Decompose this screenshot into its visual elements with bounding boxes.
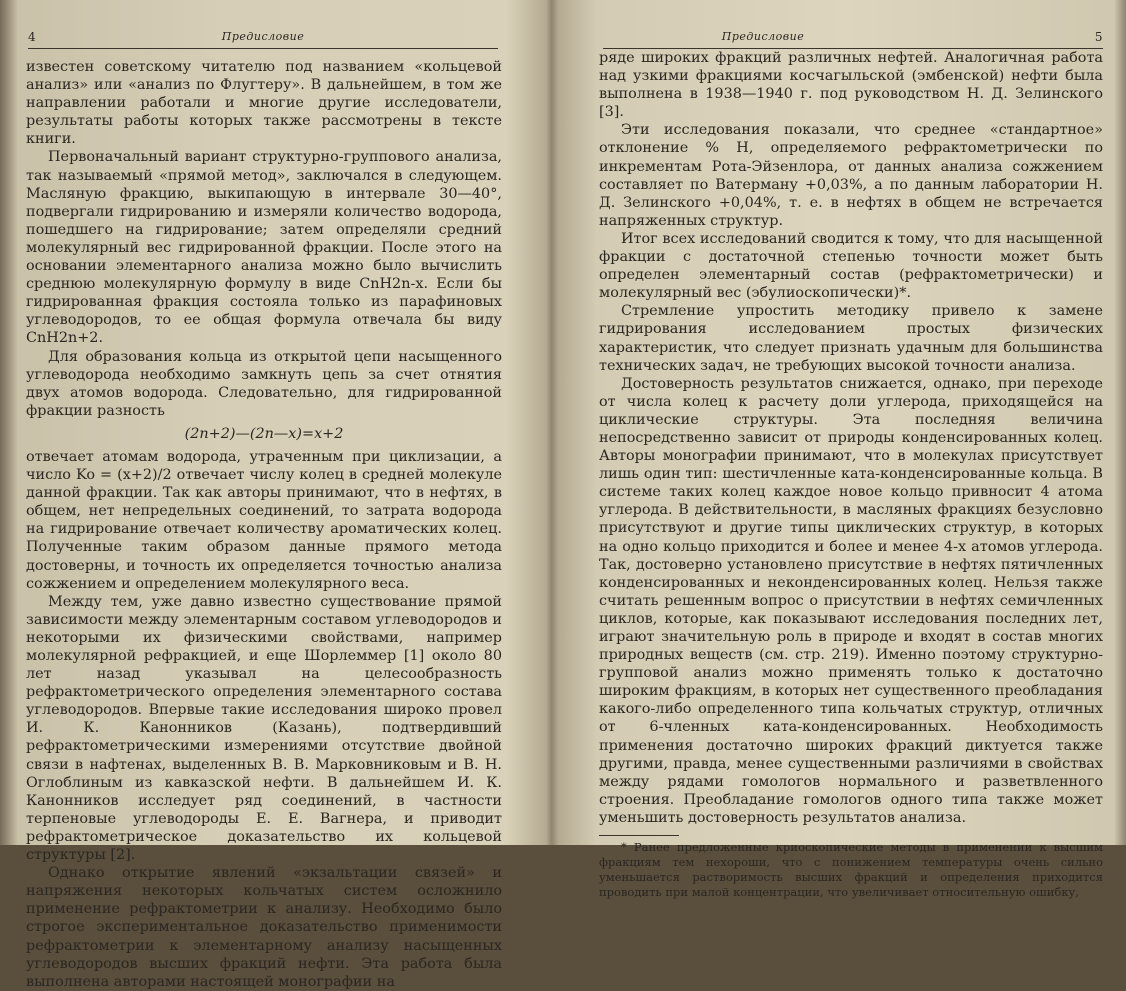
left-page	[0, 0, 545, 990]
left-page-running-title: Предисловие	[221, 30, 305, 43]
left-page-body	[26, 58, 502, 991]
right-page	[553, 0, 1126, 900]
paragraph: Однако открытие явлений «экзальтации связей» и напряжения некоторых кольчатых систем осложнило применение рефрактометрии к анализу. Необходимо было строгое экспериментальное доказательство применимости рефрактометрии к элементарному анализу насыщенных углеводородов высших фракций нефти. Эта работа была выполнена авторами настоящей монографии на	[26, 865, 502, 990]
paragraph: Для образования кольца из открытой цепи насыщенного углеводорода необходимо замкнуть цепь за счет отнятия двух атомов водорода. Следовательно, для гидрированной фракции разность	[26, 348, 502, 419]
paragraph: ряде широких фракций различных нефтей. Аналогичная работа над узкими фракциями косчагыльской (эмбенской) нефти была выполнена в 1938—1940 г. под руководством Н. Д. Зелинского [3].	[599, 50, 1103, 121]
paragraph: Достоверность результатов снижается, однако, при переходе от числа колец к расчету доли углерода, приходящейся на циклические структуры. Эта последняя величина непосредственно зависит от природы конденсированных колец. Авторы монографии принимают, что в молекулах присутствует лишь один тип: шестичленные ката-конденсированные кольца. В системе таких колец каждое новое кольцо привносит 4 атома углерода. В действительности, в масляных фракциях безусловно присутствуют и другие типы циклических структур, в которых на одно кольцо приходится и более и менее 4-х атомов углерода. Так, достоверно установлено присутствие в нефтях пятичленных конденсированных и неконденсированных колец. Нельзя также считать решенным вопрос о присутствии в нефтях семичленных циклов, которые, как показывают исследования последних лет, играют значительную роль в природе и входят в состав многих природных веществ (см. стр. 219). Именно поэтому структурно-групповой анализ можно применять только к достаточно широким фракциям, в которых нет существенного преобладания какого-либо определенного типа кольчатых структур, отличных от 6-членных ката-конденсированных. Необходимость применения достаточно широких фракций диктуется также другими, правда, менее существенными различиями в свойствах между рядами гомологов нормального и разветвленного строения. Преобладание гомологов одного типа также может уменьшить достоверность результатов анализа.	[599, 375, 1103, 826]
right-page-body	[599, 49, 1103, 900]
paragraph: Между тем, уже давно известно существование прямой зависимости между элементарным составом углеводородов и некоторыми их физическими свойствами, например молекулярной рефракцией, и еще Шорлеммер [1] около 80 лет назад указывал на целесообразность рефрактометрического определения элементарного состава углеводородов. Впервые такие исследования широко провел И. К. Канонников (Казань), подтвердивший рефрактометрическими измерениями отсутствие двойной связи в нафтенах, выделенных В. В. Марковниковым и В. Н. Оглоблиным из кавказской нефти. В дальнейшем И. К. Канонников исследует ряд соединений, в частности терпеновые углеводороды Е. Е. Вагнера, и приводит рефрактометрическое доказательство их кольцевой структуры [2].	[26, 593, 502, 864]
page-edge-shadow	[1114, 0, 1126, 845]
paragraph: Стремление упростить методику привело к замене гидрирования исследованием простых физических характеристик, что следует признать удачным для большинства технических задач, не требующих высокой точности анализа.	[599, 303, 1103, 374]
paragraph: Первоначальный вариант структурно-группового анализа, так называемый «прямой метод», заключался в следующем. Масляную фракцию, выкипающую в интервале 30—40°, подвергали гидрированию и измеряли количество водорода, пошедшего на гидрирование; затем определяли средний молекулярный вес гидрированной фракции. После этого на основании элементарного анализа можно было вычислить среднюю молекулярную формулу в виде CnH2n-x. Если бы гидрированная фракция состояла только из парафиновых углеводородов, то ее общая формула отвечала бы виду CnH2n+2.	[26, 149, 502, 347]
paragraph: известен советскому читателю под названием «кольцевой анализ» или «анализ по Флугтеру». В дальнейшем, в том же направлении работали и многие другие исследователи, результаты работы которых также рассмотрены в тексте книги.	[26, 59, 502, 148]
right-page-header	[603, 28, 1103, 49]
paragraph: Эти исследования показали, что среднее «стандартное» отклонение % H, определяемого рефрактометрически по инкрементам Рота-Эйзенлора, от данных анализа сожжением составляет по Ватерману +0,03%, а по данным лаборатории Н. Д. Зелинского +0,04%, т. е. в нефтях в общем не встречается напряженных структур.	[599, 122, 1103, 229]
footnote-rule	[599, 835, 679, 836]
formula: (2n+2)—(2n—x)=x+2	[184, 425, 344, 442]
footnote: * Ранее предложенные криоскопические методы в применении к высшим фракциям тем нехороши, что с понижением температуры очень сильно уменьшается растворимость высших фракций и определения приходится проводить при малой концентрации, что увеличивает относительную ошибку,	[599, 840, 1103, 900]
left-page-number: 4	[28, 30, 37, 44]
right-page-number: 5	[1094, 30, 1103, 44]
right-page-running-title: Предисловие	[721, 30, 805, 43]
left-page-header	[28, 28, 498, 49]
page-edge-shadow	[0, 0, 18, 845]
paragraph: Итог всех исследований сводится к тому, что для насыщенной фракции с достаточной степенью точности может быть определен элементарный состав (рефрактометрически) и молекулярный вес (эбулиоскопически)*.	[599, 230, 1103, 302]
paragraph: отвечает атомам водорода, утраченным при циклизации, а число Ko = (x+2)/2 отвечает числу колец в средней молекуле данной фракции. Так как авторы принимают, что в нефтях, в общем, нет непредельных соединений, то затрата водорода на гидрирование отвечает количеству ароматических колец. Полученные таким образом данные прямого метода достоверны, и точность их определяется точностью анализа сожжением и определением молекулярного веса.	[26, 448, 502, 592]
